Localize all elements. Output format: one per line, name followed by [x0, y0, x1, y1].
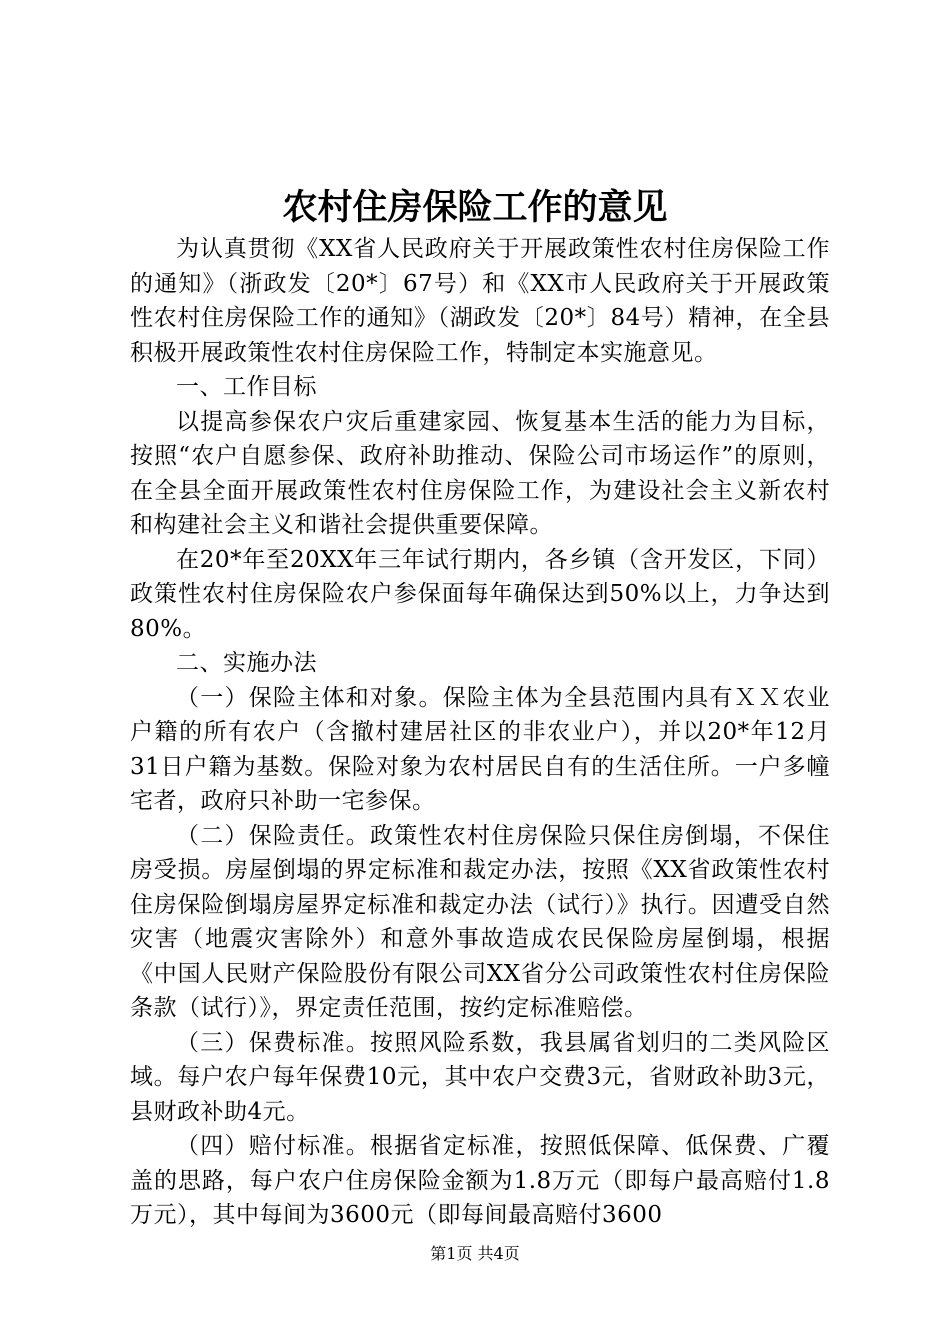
paragraph-insurance-liability: （二）保险责任。政策性农村住房保险只保住房倒塌，不保住房受损。房屋倒塌的界定标准和裁定办法，按照《XX省政策性农村住房保险倒塌房屋界定标准和裁定办法（试行）》执行。因遭受自然灾害（地震灾害除外）和意外事故造成农民保险房屋倒塌，根据《中国人民财产保险股份有限公司XX省分公司政策性农村住房保险条款（试行）》，界定责任范围，按约定标准赔偿。: [130, 822, 830, 1021]
paragraph-insured-subjects: （一）保险主体和对象。保险主体为全县范围内具有ＸＸ农业户籍的所有农户（含撤村建居社区的非农业户），并以20*年12月31日户籍为基数。保险对象为农村居民自有的生活住所。一户多幢宅者，政府只补助一宅参保。: [130, 684, 830, 814]
paragraph-premium-standard: （三）保费标准。按照风险系数，我县属省划归的二类风险区域。每户农户每年保费10元，其中农户交费3元，省财政补助3元，县财政补助4元。: [130, 1029, 830, 1125]
paragraph-goals: 以提高参保农户灾后重建家园、恢复基本生活的能力为目标，按照“农户自愿参保、政府补助推动、保险公司市场运作”的原则，在全县全面开展政策性农村住房保险工作，为建设社会主义新农村和构建社会主义和谐社会提供重要保障。: [130, 408, 830, 538]
document-title: 农村住房保险工作的意见: [282, 187, 668, 228]
paragraph-participation-target: 在20*年至20XX年三年试行期内，各乡镇（含开发区，下同）政策性农村住房保险农户参保面每年确保达到50%以上，力争达到80%。: [130, 546, 830, 642]
paragraph-compensation-standard: （四）赔付标准。根据省定标准，按照低保障、低保费、广覆盖的思路，每户农户住房保险金额为1.8万元（即每户最高赔付1.8万元），其中每间为3600元（即每间最高赔付3600: [130, 1133, 830, 1228]
paragraph-intro: 为认真贯彻《XX省人民政府关于开展政策性农村住房保险工作的通知》（浙政发〔20*〕67号）和《XX市人民政府关于开展政策性农村住房保险工作的通知》（湖政发〔20*〕84号）精神，在全县积极开展政策性农村住房保险工作，特制定本实施意见。: [130, 236, 830, 366]
page-footer: 第1页 共4页: [430, 1244, 520, 1263]
section-heading-goals: 一、工作目标: [176, 374, 317, 400]
section-heading-methods: 二、实施办法: [176, 650, 317, 676]
document-body: [130, 232, 830, 1233]
